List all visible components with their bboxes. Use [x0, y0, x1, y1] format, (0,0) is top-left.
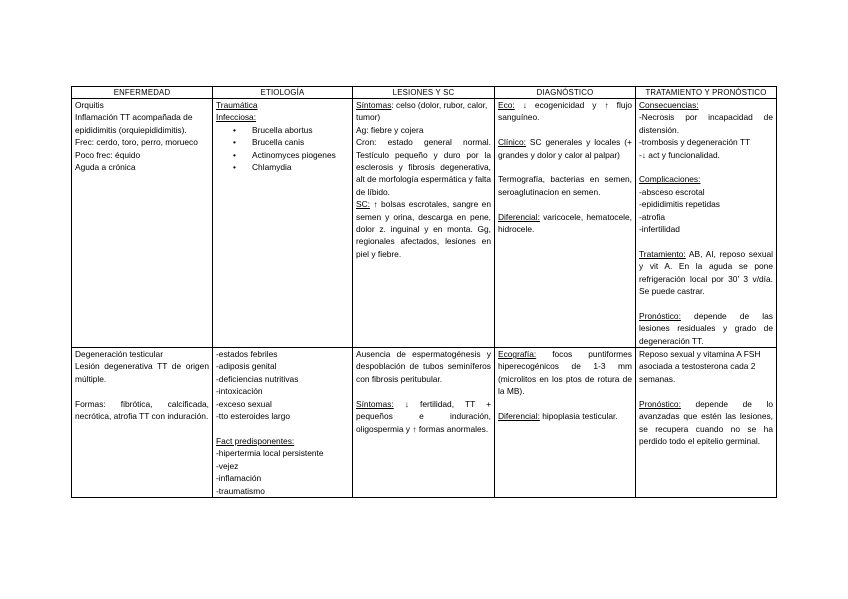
text-line: Aguda a crónica	[75, 162, 136, 173]
cell-enfermedad	[72, 99, 213, 348]
header-diagnostico: DIAGNÓSTICO	[495, 87, 636, 99]
text-line: ↑ bolsas escrotales, sangre en semen y orina, descarga en pene, dolor z. inguinal y en monta. Gg, regionales afectados, lesiones en piel y fiebre.	[356, 199, 491, 259]
cell-lesiones	[353, 348, 495, 498]
list-item: -traumatismo	[216, 485, 265, 496]
text-line: -atrofia	[639, 211, 666, 222]
text-line: -Necrosis por incapacidad de distensión.	[639, 112, 773, 135]
cell-diagnostico	[495, 348, 636, 498]
text-line: -infertilidad	[639, 224, 680, 235]
sintomas-label: Síntomas	[356, 100, 392, 110]
text-line: Reposo sexual y vitamina A FSH asociada a testosterona cada 2 semanas.	[639, 349, 761, 384]
tratamiento-label: Tratamiento:	[639, 248, 686, 259]
cell-etiologia	[213, 348, 353, 498]
cell-lesiones	[353, 99, 495, 348]
text-line: -↓ act y funcionalidad.	[639, 149, 721, 160]
text-line: AB, AI, reposo sexual y vit A. En la aguda se pone refrigeración local por 30’ 3 v/día. Se puede castrar.	[639, 248, 773, 297]
ecografia-label: Ecografía:	[498, 349, 537, 360]
text-line: depende de las lesiones residuales y grado de degeneración TT.	[639, 310, 773, 346]
list-item: • Brucella abortus	[252, 124, 349, 136]
text-line: -trombosis y degeneración TT	[639, 137, 751, 148]
list-item: -intoxicación	[216, 386, 263, 397]
complicaciones-label: Complicaciones:	[639, 174, 701, 185]
sintomas-label: Síntomas:	[356, 398, 394, 409]
fact-predisponentes-label: Fact predisponentes:	[216, 435, 295, 446]
list-item: -deficiencias nutritivas	[216, 373, 299, 384]
pronostico-label: Pronóstico:	[639, 398, 681, 409]
list-item: • Chlamydia	[252, 161, 349, 173]
text-line: depende de lo avanzadas que estén las lesiones, se recupera cuando no se ha perdido todo el epitelio germinal.	[639, 398, 773, 446]
list-item: -tto esteroides largo	[216, 411, 291, 422]
list-item: -estados febriles	[216, 349, 278, 360]
header-tratamiento: TRATAMIENTO Y PRONÓSTICO	[636, 87, 777, 99]
list-item: • Actinomyces piogenes	[252, 149, 349, 161]
text-line: Cron: estado general normal. Testículo pequeño y duro por la esclerosis y fibrosis degenerativa, alt de morfología espermática y falta de líbido.	[356, 137, 491, 197]
etiologia-title: Traumática	[216, 100, 258, 110]
text-line: focos puntiformes hiperecogénicos de 1-3 mm (microlitos en los ptos de rotura de la MB).	[498, 349, 632, 397]
disease-table	[71, 86, 777, 498]
text-line: ↓ fertilidad, TT + pequeños e induración, oligospermia y ↑ formas anormales.	[356, 398, 491, 434]
list-item: -exceso sexual	[216, 398, 272, 409]
cell-enfermedad	[72, 348, 213, 498]
table-row-orquitis	[72, 99, 777, 348]
clinico-label: Clínico:	[498, 137, 526, 148]
table-row-degeneracion	[72, 348, 777, 498]
list-item: -inflamación	[216, 473, 262, 484]
disease-title: Degeneración testicular	[75, 349, 163, 360]
header-row	[72, 87, 777, 99]
text-line: : celso (dolor, rubor, calor, tumor)	[356, 100, 488, 123]
diferencial-label: Diferencial:	[498, 411, 540, 422]
etiologia-subtitle: Infecciosa:	[216, 112, 257, 123]
text-line: SC generales y locales (+ grandes y dolor y calor al palpar)	[498, 137, 632, 160]
list-item: • Brucella canis	[252, 136, 349, 148]
text-line: Ausencia de espermatogénesis y despoblación de tubos seminíferos con fibrosis peritubular.	[356, 349, 491, 384]
disease-title: Orquitis	[75, 100, 104, 110]
text-line: Frec: cerdo, toro, perro, morueco	[75, 137, 198, 148]
text-line: varicocele, hematocele, hidrocele.	[498, 211, 632, 235]
text-line: Poco frec: équido	[75, 149, 141, 160]
cell-diagnostico	[495, 99, 636, 348]
sc-label: SC:	[356, 199, 370, 210]
cell-etiologia	[213, 99, 353, 348]
text-line: Termografía, bacterias en semen, seroaglutinacion en semen.	[498, 174, 632, 197]
cell-tratamiento	[636, 99, 777, 348]
list-item: -vejez	[216, 460, 239, 471]
text-line: ↓ ecogenicidad y ↑ flujo sanguíneo.	[498, 100, 632, 123]
header-etiologia: ETIOLOGÍA	[213, 87, 353, 99]
text-line: -epididimitis repetidas	[639, 199, 720, 210]
cell-tratamiento	[636, 348, 777, 498]
header-lesiones: LESIONES Y SC	[353, 87, 495, 99]
pronostico-label: Pronóstico:	[639, 310, 681, 321]
text-line: Ag: fiebre y cojera	[356, 124, 424, 135]
bullet-list	[216, 124, 349, 174]
text-line: Formas: fibrótica, calcificada, necrótica, atrofia TT con induración.	[75, 398, 209, 422]
diferencial-label: Diferencial:	[498, 211, 540, 222]
text-line: hipoplasia testicular.	[539, 411, 618, 422]
text-line: Lesión degenerativa TT de origen múltiple.	[75, 361, 209, 384]
list-item: -adiposis genital	[216, 361, 277, 372]
header-enfermedad: ENFERMEDAD	[72, 87, 213, 99]
text-line: -absceso escrotal	[639, 186, 705, 197]
eco-label: Eco:	[498, 100, 515, 110]
text-line: Inflamación TT acompañada de epididimitis (orquiepididimitis).	[75, 112, 193, 135]
list-item: -hipertermia local persistente	[216, 448, 324, 459]
consecuencias-label: Consecuencias:	[639, 100, 699, 110]
